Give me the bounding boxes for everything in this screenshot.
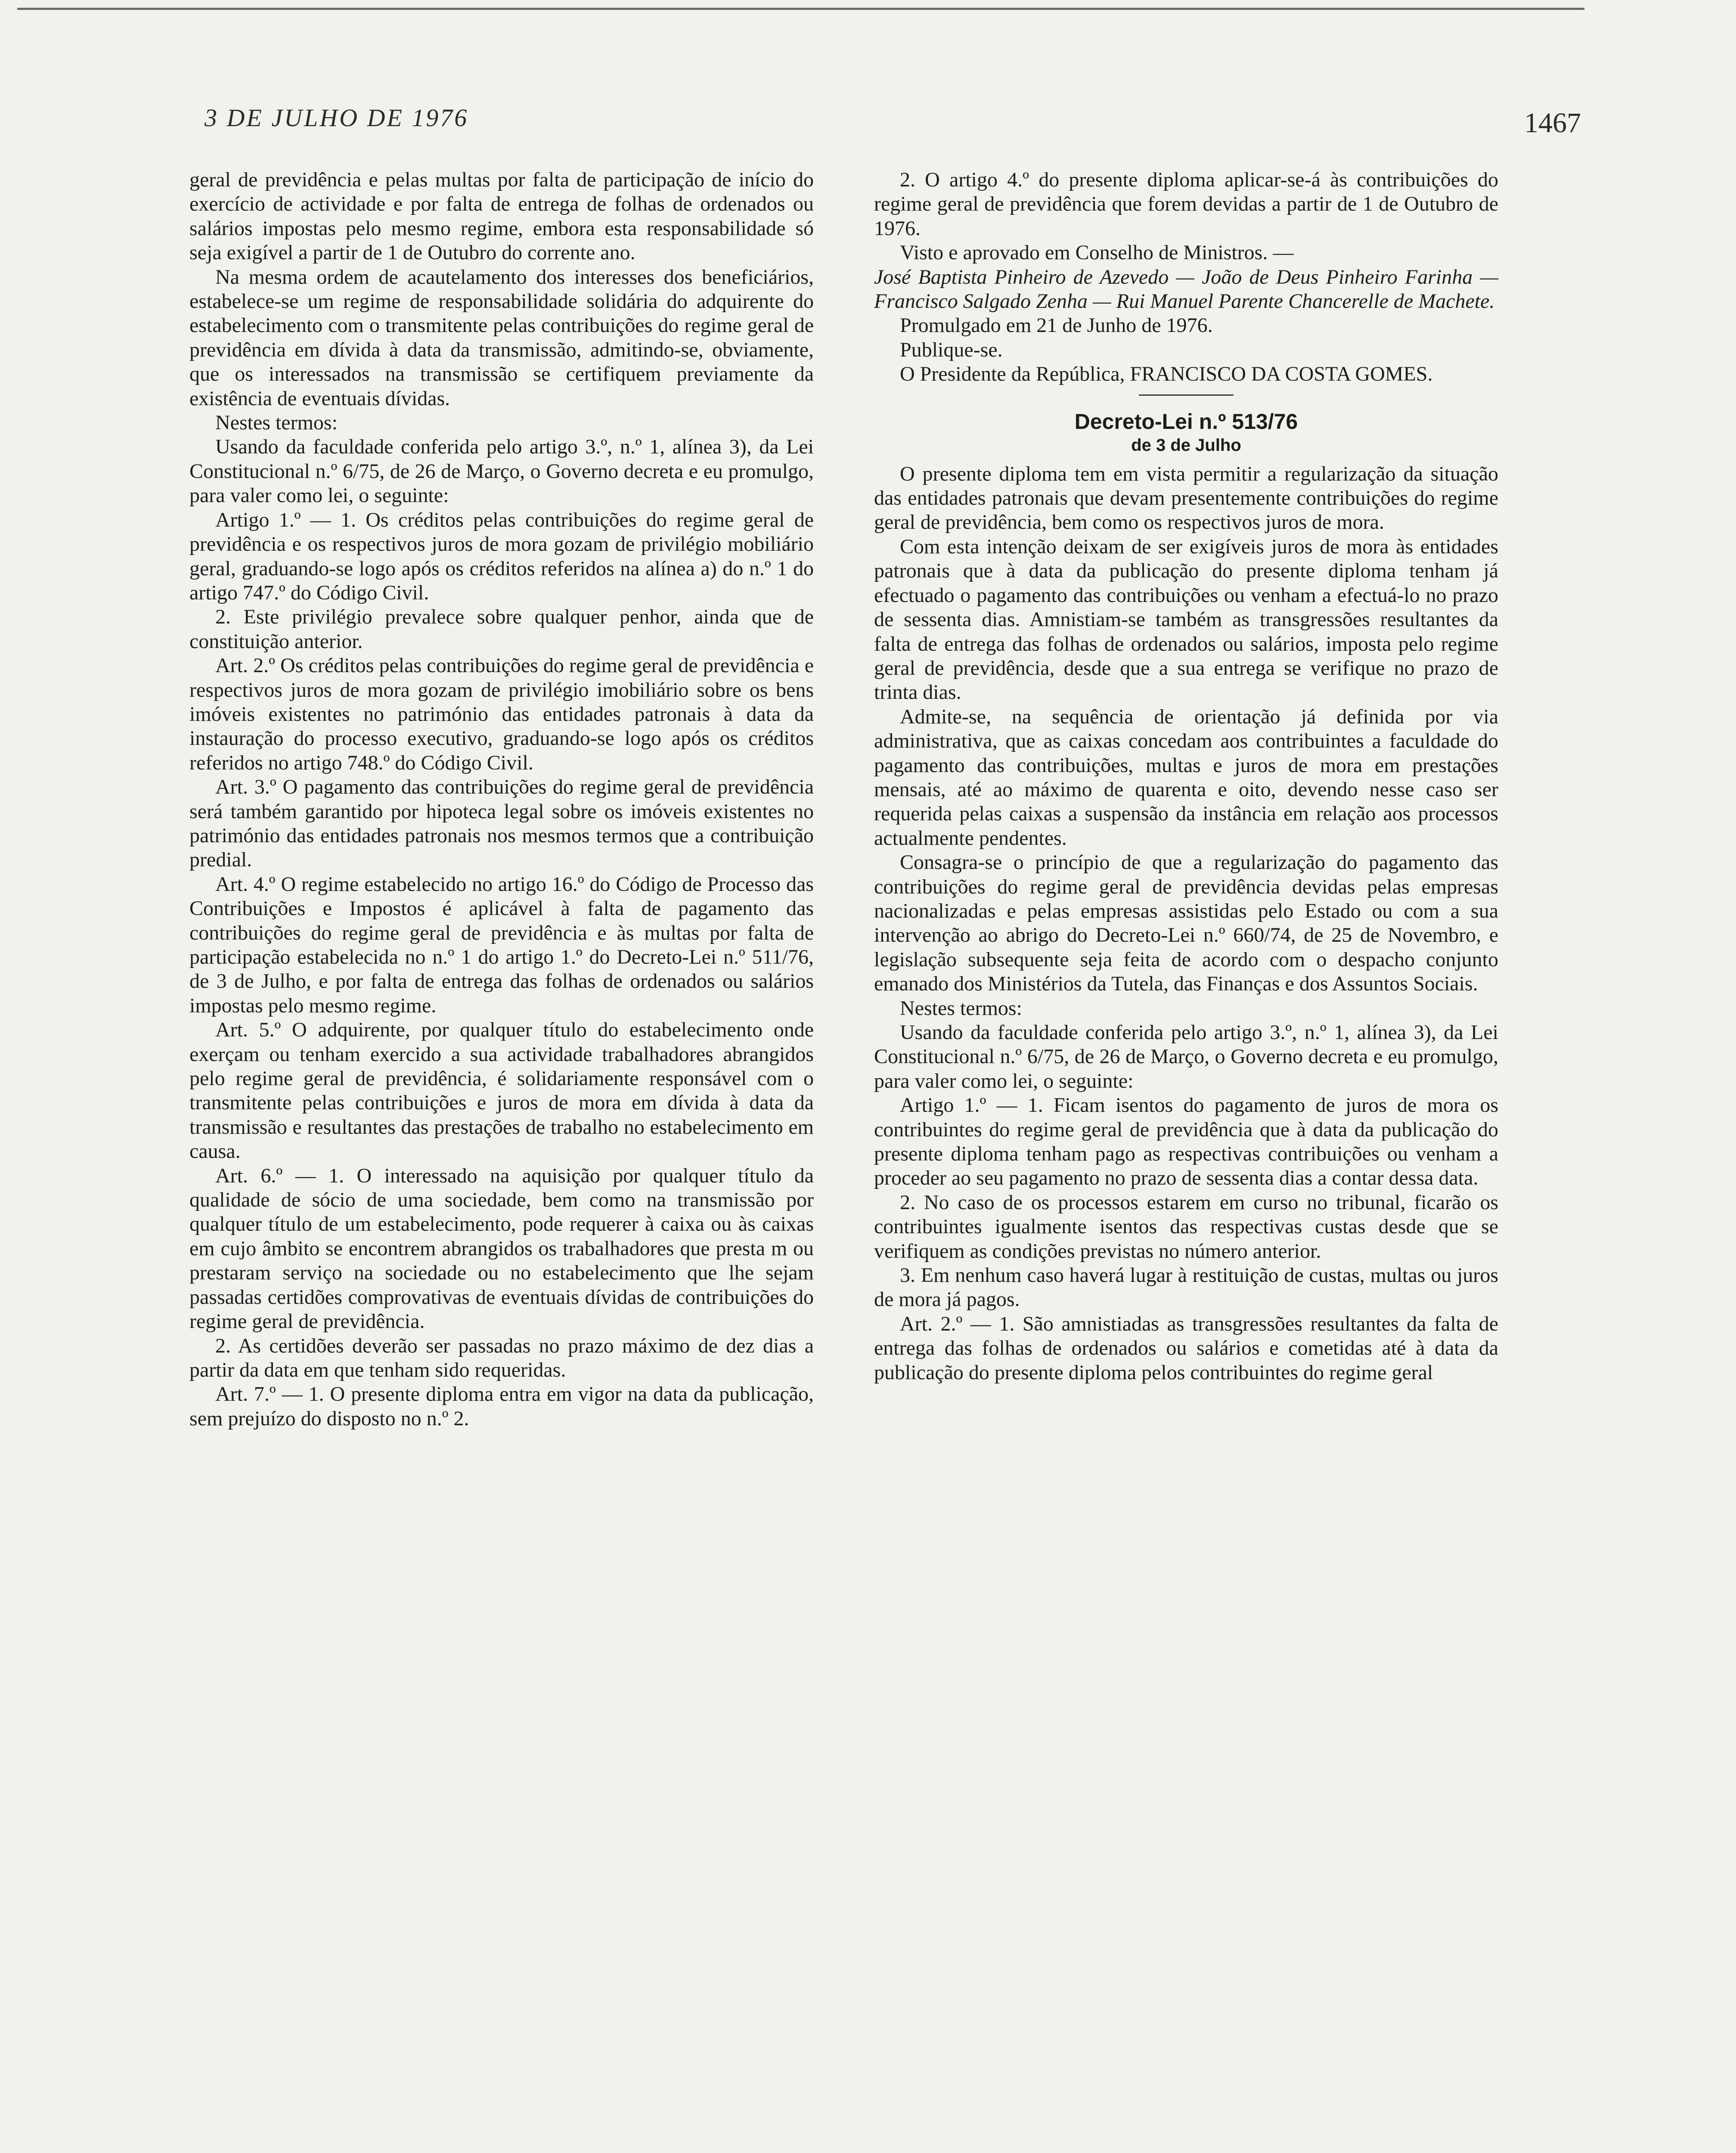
paragraph: Nestes termos: (900, 996, 1022, 1020)
paragraph: geral de previdência e pelas multas por falta de participação de início do exercício de actividade e por falta de entrega de folhas de ordenados ou salários impostas pelo mesmo regime, embora esta responsabilidade só seja exigível a partir de 1 de Outubro do corrente ano. (189, 168, 814, 264)
header-date: 3 DE JULHO DE 1976 (205, 104, 469, 132)
paragraph: Admite-se, na sequência de orientação já definida por via administrativa, que as caixas concedam aos contribuintes a faculdade do pagamento das contribuições, multas e juros de mora em prestações mensais, até ao máximo de quarenta e oito, devendo nesse caso ser requerida pelas caixas a suspensão da instância em relação aos processos actualmente pendentes. (874, 705, 1498, 850)
signatories: José Baptista Pinheiro de Azevedo — João de Deus Pinheiro Farinha — Francisco Salgado Zenha — Rui Manuel Parente Chancerelle de Machete. (874, 265, 1498, 313)
right-column (874, 168, 1498, 1385)
article-paragraph: 2. As certidões deverão ser passadas no prazo máximo de dez dias a partir da data em que tenham sido requeridas. (189, 1334, 814, 1381)
paragraph: Usando da faculdade conferida pelo artigo 3.º, n.º 1, alínea 3), da Lei Constitucional n.º 6/75, de 26 de Março, o Governo decreta e eu promulgo, para valer como lei, o seguinte: (189, 435, 814, 507)
paragraph: Com esta intenção deixam de ser exigíveis juros de mora às entidades patronais que à data da publicação do presente diploma tenham já efectuado o pagamento das contribuições ou venham a efectuá-lo no prazo de sessenta dias. Amnistiam-se também as transgressões resultantes da falta de entrega das folhas de ordenados ou salários, imposta pelo regime geral de previdência, desde que a sua entrega se verifique no prazo de trinta dias. (874, 535, 1498, 704)
article-paragraph: Art. 2.º Os créditos pelas contribuições do regime geral de previdência e respectivos juros de mora gozam de privilégio imobiliário sobre os bens imóveis existentes no património das entidades patronais à data da instauração do processo executivo, graduando-se logo após os créditos referidos no artigo 748.º do Código Civil. (189, 654, 814, 774)
paragraph: Na mesma ordem de acautelamento dos interesses dos beneficiários, estabelece-se um regime de responsabilidade solidária do adquirente do estabelecimento com o transmitente pelas contribuições do regime geral de previdência em dívida à data da transmissão, admitindo-se, obviamente, que os interessados na transmissão se certifiquem previamente da existência de eventuais dívidas. (189, 265, 814, 410)
article-paragraph: Art. 7.º — 1. O presente diploma entra em vigor na data da publicação, sem prejuízo do disposto no n.º 2. (189, 1383, 814, 1430)
page-number: 1467 (1524, 107, 1581, 139)
paragraph: 2. O artigo 4.º do presente diploma aplicar-se-á às contribuições do regime geral de previdência que forem devidas a partir de 1 de Outubro de 1976. (874, 168, 1498, 240)
article-paragraph: Artigo 1.º — 1. Ficam isentos do pagamento de juros de mora os contribuintes do regime geral de previdência que à data da publicação do presente diploma tenham pago as respectivas contribuições ou venham a proceder ao seu pagamento no prazo de sessenta dias a contar dessa data. (874, 1094, 1498, 1190)
article-paragraph: 2. Este privilégio prevalece sobre qualquer penhor, ainda que de constituição anterior. (189, 605, 814, 653)
section-divider (1139, 394, 1234, 396)
decree-title: Decreto-Lei n.º 513/76 (1074, 409, 1298, 434)
publish-order: Publique-se. (900, 338, 1003, 361)
article-paragraph: Art. 4.º O regime estabelecido no artigo 16.º do Código de Processo das Contribuições e Impostos é aplicável à falta de pagamento das contribuições do regime geral de previdência e às multas por falta de participação estabelecida no n.º 1 do artigo 1.º do Decreto-Lei n.º 511/76, de 3 de Julho, e por falta de entrega das folhas de ordenados ou salários impostas pelo mesmo regime. (189, 872, 814, 1017)
promulgation-date: Promulgado em 21 de Junho de 1976. (900, 314, 1213, 337)
left-column (189, 168, 814, 1431)
article-paragraph: Artigo 1.º — 1. Os créditos pelas contribuições do regime geral de previdência e os respectivos juros de mora gozam de privilégio mobiliário geral, graduando-se logo após os créditos referidos na alínea a) do n.º 1 do artigo 747.º do Código Civil. (189, 508, 814, 604)
paragraph: O presente diploma tem em vista permitir a regularização da situação das entidades patronais que devam presentemente contribuições do regime geral de previdência, bem como os respectivos juros de mora. (874, 462, 1498, 534)
paragraph: Nestes termos: (215, 411, 338, 434)
top-rule (17, 8, 1584, 10)
paragraph: Visto e aprovado em Conselho de Ministros. — (900, 241, 1294, 264)
decree-date: de 3 de Julho (1131, 435, 1241, 455)
article-paragraph: 3. Em nenhum caso haverá lugar à restituição de custas, multas ou juros de mora já pagos. (874, 1264, 1498, 1311)
article-paragraph: Art. 5.º O adquirente, por qualquer título do estabelecimento onde exerçam ou tenham exercido a sua actividade trabalhadores abrangidos pelo regime geral de previdência, é solidariamente responsável com o transmitente pelas contribuições e juros de mora em dívida à data da transmissão e resultantes das prestações de trabalho no estabelecimento em causa. (189, 1018, 814, 1163)
paragraph: Usando da faculdade conferida pelo artigo 3.º, n.º 1, alínea 3), da Lei Constitucional n.º 6/75, de 26 de Março, o Governo decreta e eu promulgo, para valer como lei, o seguinte: (874, 1021, 1498, 1092)
paragraph: Consagra-se o princípio de que a regularização do pagamento das contribuições do regime geral de previdência devidas pelas empresas nacionalizadas e pelas empresas assistidas pelo Estado ou com a sua intervenção ao abrigo do Decreto-Lei n.º 660/74, de 25 de Novembro, e legislação subsequente seja feita de acordo com o despacho conjunto emanado dos Ministérios da Tutela, das Finanças e dos Assuntos Sociais. (874, 851, 1498, 996)
article-paragraph: Art. 3.º O pagamento das contribuições do regime geral de previdência será também garantido por hipoteca legal sobre os imóveis existentes no património das entidades patronais nos mesmos termos que a contribuição predial. (189, 776, 814, 872)
article-paragraph: Art. 2.º — 1. São amnistiadas as transgressões resultantes da falta de entrega das folhas de ordenados ou salários e cometidas até à data da publicação do presente diploma pelos contribuintes do regime geral (874, 1312, 1498, 1384)
president-signature: O Presidente da República, FRANCISCO DA COSTA GOMES. (900, 363, 1433, 386)
article-paragraph: Art. 6.º — 1. O interessado na aquisição por qualquer título da qualidade de sócio de uma sociedade, bem como na transmissão por qualquer título de um estabelecimento, pode requerer à caixa ou às caixas em cujo âmbito se encontrem abrangidos os trabalhadores que presta m ou prestaram serviço na sociedade ou no estabelecimento que lhe sejam passadas certidões comprovativas de eventuais dívidas de contribuições do regime geral de previdência. (189, 1164, 814, 1333)
article-paragraph: 2. No caso de os processos estarem em curso no tribunal, ficarão os contribuintes igualmente isentos das respectivas custas desde que se verifiquem as condições previstas no número anterior. (874, 1191, 1498, 1263)
